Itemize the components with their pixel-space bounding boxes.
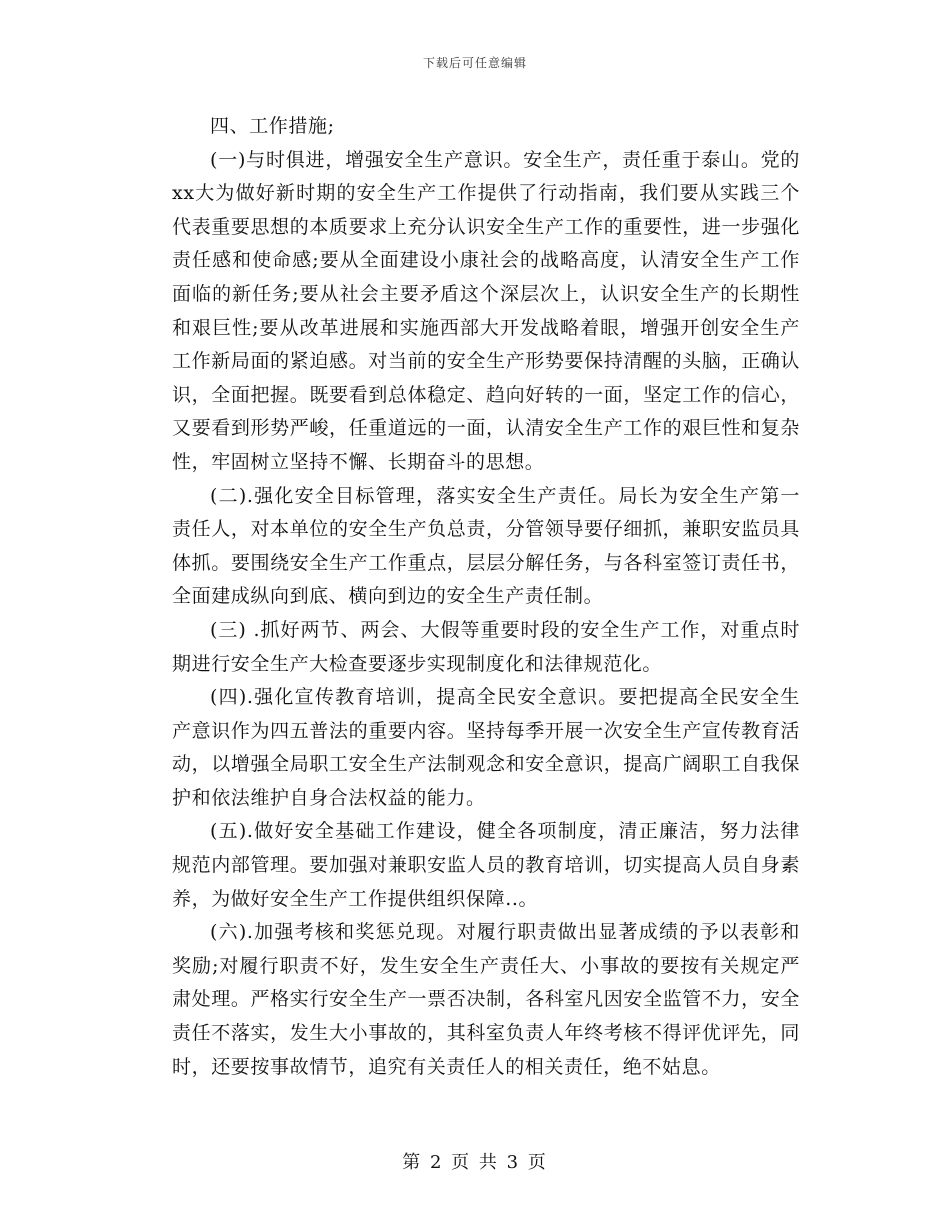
paragraph-5: (五).做好安全基础工作建设，健全各项制度，清正廉洁，努力法律规范内部管理。要加强对兼职安监人员的教育培训，切实提高人员自身素养，为做好安全生产工作提供组织保障..。 (172, 820, 800, 910)
document-body (172, 110, 800, 1084)
paragraph-2: (二).强化安全目标管理，落实安全生产责任。局长为安全生产第一责任人，对本单位的安全生产负总责，分管领导要仔细抓，兼职安监员具体抓。要围绕安全生产工作重点，层层分解任务，与各科室签订责任书，全面建成纵向到底、横向到边的安全生产责任制。 (172, 484, 800, 608)
paragraph-3: (三) .抓好两节、两会、大假等重要时段的安全生产工作，对重点时期进行安全生产大检查要逐步实现制度化和法律规范化。 (172, 618, 800, 675)
paragraph-1: (一)与时俱进，增强安全生产意识。安全生产，责任重于泰山。党的xx大为做好新时期的安全生产工作提供了行动指南，我们要从实践三个代表重要思想的本质要求上充分认识安全生产工作的重要性，进一步强化责任感和使命感;要从全面建设小康社会的战略高度，认清安全生产工作面临的新任务;要从社会主要矛盾这个深层次上，认识安全生产的长期性和艰巨性;要从改革进展和实施西部大开发战略着眼，增强开创安全生产工作新局面的紧迫感。对当前的安全生产形势要保持清醒的头脑，正确认识，全面把握。既要看到总体稳定、趋向好转的一面，坚定工作的信心，又要看到形势严峻，任重道远的一面，认清安全生产工作的艰巨性和复杂性，牢固树立坚持不懈、长期奋斗的思想。 (172, 148, 800, 473)
section-heading: 四、工作措施; (210, 115, 335, 137)
page-number: 第 2 页 共 3 页 (402, 1152, 548, 1173)
paragraph-6: (六).加强考核和奖惩兑现。对履行职责做出显著成绩的予以表彰和奖励;对履行职责不好，发生安全生产责任大、小事故的要按有关规定严肃处理。严格实行安全生产一票否决制，各科室凡因安全监管不力，安全责任不落实，发生大小事故的，其科室负责人年终考核不得评优评先，同时，还要按事故情节，追究有关责任人的相关责任，绝不姑息。 (172, 921, 800, 1078)
header-note: 下载后可任意编辑 (422, 56, 527, 70)
paragraph-4: (四).强化宣传教育培训，提高全民安全意识。要把提高全民安全生产意识作为四五普法的重要内容。坚持每季开展一次安全生产宣传教育活动，以增强全局职工安全生产法制观念和安全意识，提高广阔职工自我保护和依法维护自身合法权益的能力。 (172, 686, 800, 809)
